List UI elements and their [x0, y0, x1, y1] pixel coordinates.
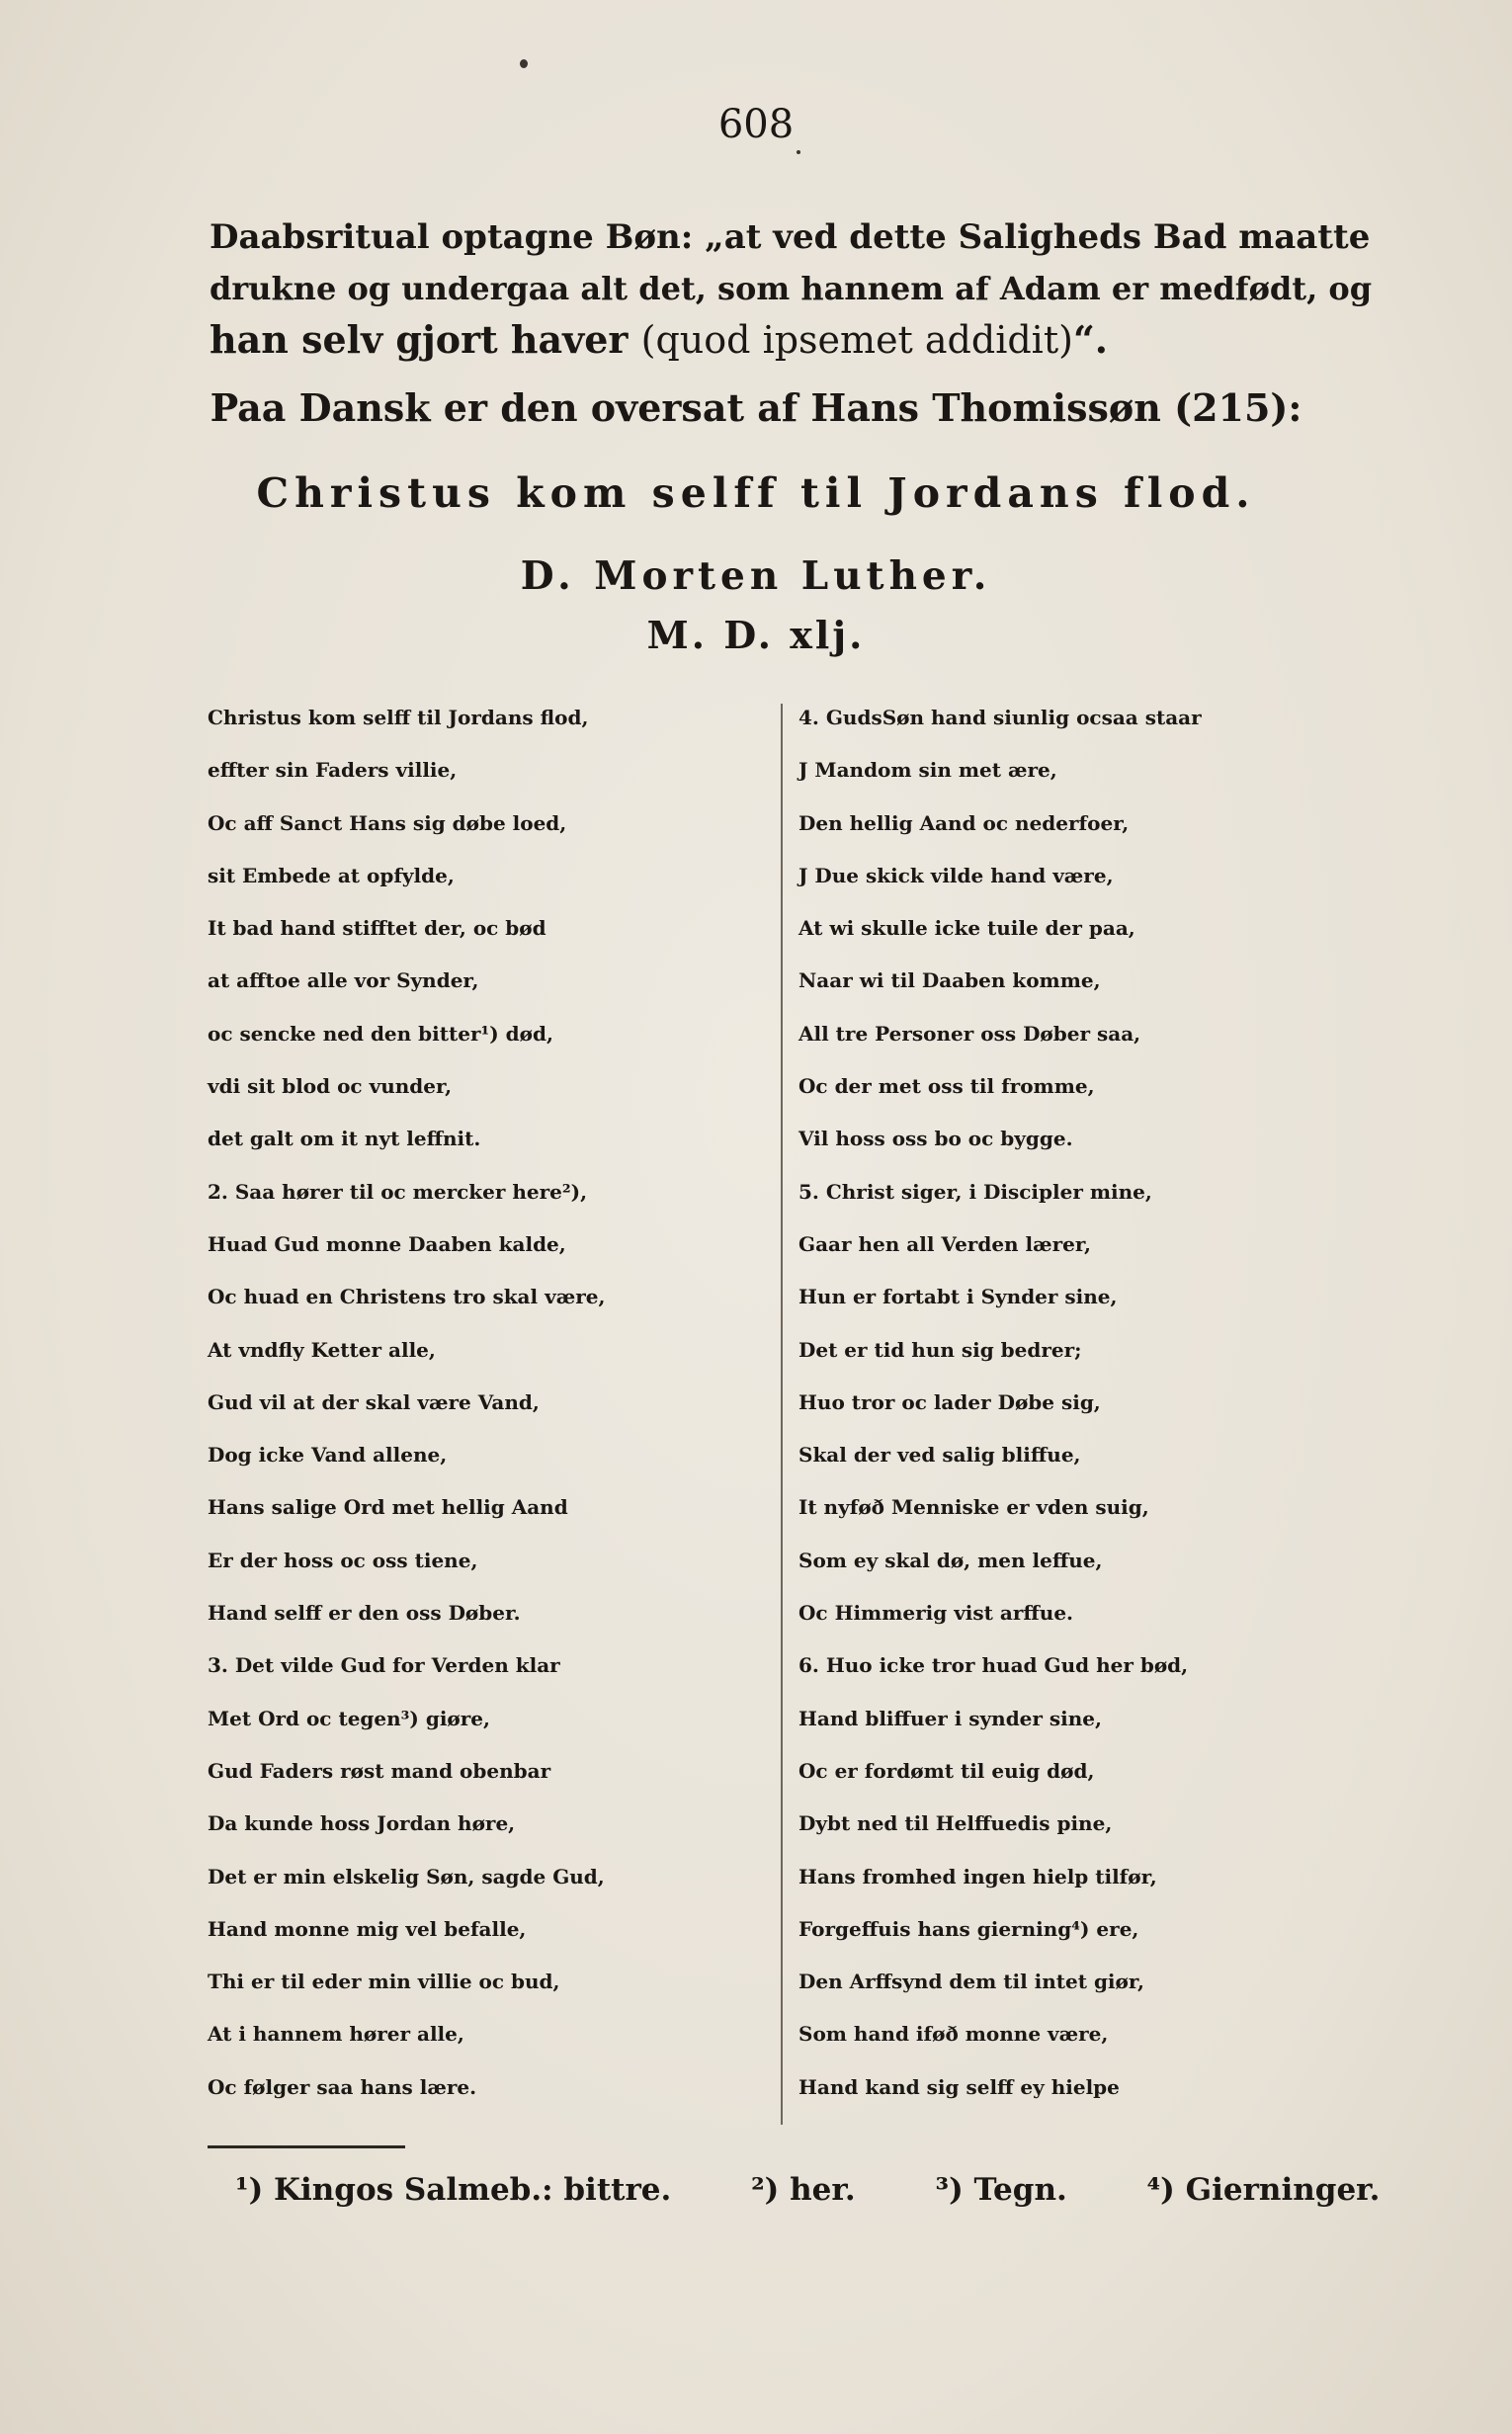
- footnote: ⁴) Gierninger.: [1146, 2172, 1381, 2208]
- translation-note: Paa Dansk er den oversat af Hans Thomissøn (215):: [210, 385, 1302, 430]
- verse-line: It nyføð Menniske er vden suig,: [798, 1495, 1149, 1520]
- verse-line: It bad hand stifftet der, oc bød: [208, 916, 546, 941]
- verse-line: 2. Saa hører til oc mercker here²),: [208, 1179, 588, 1204]
- verse-line: Er der hoss oc oss tiene,: [208, 1548, 478, 1572]
- verse-line: sit Embede at opfylde,: [208, 863, 455, 887]
- verse-line: 3. Det vilde Gud for Verden klar: [208, 1653, 560, 1678]
- verse-line: J Due skick vilde hand være,: [798, 863, 1114, 887]
- verse-line: Dybt ned til Helffuedis pine,: [798, 1811, 1113, 1836]
- intro-text: han selv gjort haver: [210, 317, 641, 362]
- latin-quote: (quod ipsemet addidit): [640, 318, 1073, 362]
- verse-line: Oc er fordømt til euig død,: [798, 1758, 1095, 1783]
- verse-line: 6. Huo icke tror huad Gud her bød,: [798, 1653, 1189, 1678]
- verse-line: Det er min elskelig Søn, sagde Gud,: [208, 1864, 605, 1888]
- verse-line: At i hannem hører alle,: [208, 2022, 464, 2047]
- verse-line: Oc Himmerig vist arffue.: [798, 1601, 1074, 1626]
- intro-line: Daabsritual optagne Bøn: „at ved dette Saligheds Bad maatte: [210, 217, 1371, 257]
- verse-line: At wi skulle icke tuile der paa,: [798, 916, 1135, 941]
- page-number: 608: [717, 102, 795, 147]
- footnote: ³) Tegn.: [935, 2172, 1067, 2208]
- verse-line: det galt om it nyt leffnit.: [208, 1127, 481, 1151]
- verse-line: Huad Gud monne Daaben kalde,: [208, 1231, 566, 1256]
- hymn-title: Christus kom selff til Jordans flod.: [256, 469, 1256, 517]
- verse-line: Gud vil at der skal være Vand,: [208, 1389, 540, 1414]
- verse-line: Som ey skal dø, men leffue,: [798, 1548, 1103, 1572]
- verse-line: effter sin Faders villie,: [208, 758, 458, 783]
- left-verse-column: [208, 692, 781, 2114]
- hymn-date: M. D. xlj.: [646, 613, 866, 657]
- verse-line: Gud Faders røst mand obenbar: [208, 1758, 551, 1783]
- ink-speck: [797, 150, 800, 154]
- verse-line: Da kunde hoss Jordan høre,: [208, 1811, 516, 1836]
- verse-line: Skal der ved salig bliffue,: [798, 1443, 1081, 1468]
- verse-line: Hand kand sig selff ey hielpe: [798, 2074, 1120, 2099]
- verse-line: Hand monne mig vel befalle,: [208, 1916, 527, 1941]
- footnote: ¹) Kingos Salmeb.: bittre.: [235, 2172, 672, 2208]
- verse-line: Met Ord oc tegen³) giøre,: [208, 1706, 490, 1730]
- column-divider: [781, 704, 783, 2125]
- intro-line: [210, 314, 1374, 366]
- verse-line: Naar wi til Daaben komme,: [798, 968, 1101, 993]
- verse-line: Den Arffsynd dem til intet giør,: [798, 1970, 1144, 1994]
- verse-line: Dog icke Vand allene,: [208, 1443, 448, 1468]
- verse-line: Thi er til eder min villie oc bud,: [208, 1970, 560, 1994]
- verse-line: Oc følger saa hans lære.: [208, 2074, 477, 2099]
- verse-line: Som hand iføð monne være,: [798, 2022, 1109, 2047]
- verse-line: All tre Personer oss Døber saa,: [798, 1021, 1141, 1046]
- verse-line: At vndfly Ketter alle,: [208, 1337, 436, 1362]
- verse-line: Gaar hen all Verden lærer,: [798, 1231, 1091, 1256]
- verse-line: at afftoe alle vor Synder,: [208, 968, 479, 993]
- ink-speck: [520, 59, 528, 68]
- intro-text: “.: [1072, 317, 1109, 362]
- verse-line: Hans fromhed ingen hielp tilfør,: [798, 1864, 1157, 1888]
- verse-line: Hand bliffuer i synder sine,: [798, 1706, 1102, 1730]
- verse-line: Oc aff Sanct Hans sig døbe loed,: [208, 810, 567, 835]
- intro-paragraph: [210, 211, 1374, 366]
- verse-line: Vil hoss oss bo oc bygge.: [798, 1127, 1073, 1151]
- verse-line: Oc huad en Christens tro skal være,: [208, 1285, 606, 1309]
- verse-line: Huo tror oc lader Døbe sig,: [798, 1389, 1101, 1414]
- verse-line: J Mandom sin met ære,: [798, 758, 1057, 783]
- footnote-rule: [208, 2145, 405, 2148]
- verse-line: Den hellig Aand oc nederfoer,: [798, 810, 1130, 835]
- verse-line: Oc der met oss til fromme,: [798, 1074, 1095, 1099]
- verse-line: 4. GudsSøn hand siunlig ocsaa staar: [798, 706, 1202, 729]
- verse-line: Hun er fortabt i Synder sine,: [798, 1285, 1118, 1309]
- right-verse-column: [798, 692, 1372, 2114]
- footnotes: [235, 2172, 1449, 2208]
- hymn-author: D. Morten Luther.: [520, 553, 992, 599]
- intro-line: drukne og undergaa alt det, som hannem af Adam er medfødt, og: [210, 270, 1373, 307]
- verse-line: Det er tid hun sig bedrer;: [798, 1337, 1082, 1362]
- verse-line: Hans salige Ord met hellig Aand: [208, 1495, 568, 1520]
- verse-line: oc sencke ned den bitter¹) død,: [208, 1021, 553, 1046]
- footnote: ²) her.: [751, 2172, 856, 2208]
- verse-line: 5. Christ siger, i Discipler mine,: [798, 1179, 1152, 1204]
- verse-line: Hand selff er den oss Døber.: [208, 1601, 521, 1626]
- verse-line: Forgeffuis hans gierning⁴) ere,: [798, 1916, 1139, 1941]
- verse-line: Christus kom selff til Jordans flod,: [208, 706, 589, 729]
- verse-line: vdi sit blod oc vunder,: [208, 1074, 453, 1099]
